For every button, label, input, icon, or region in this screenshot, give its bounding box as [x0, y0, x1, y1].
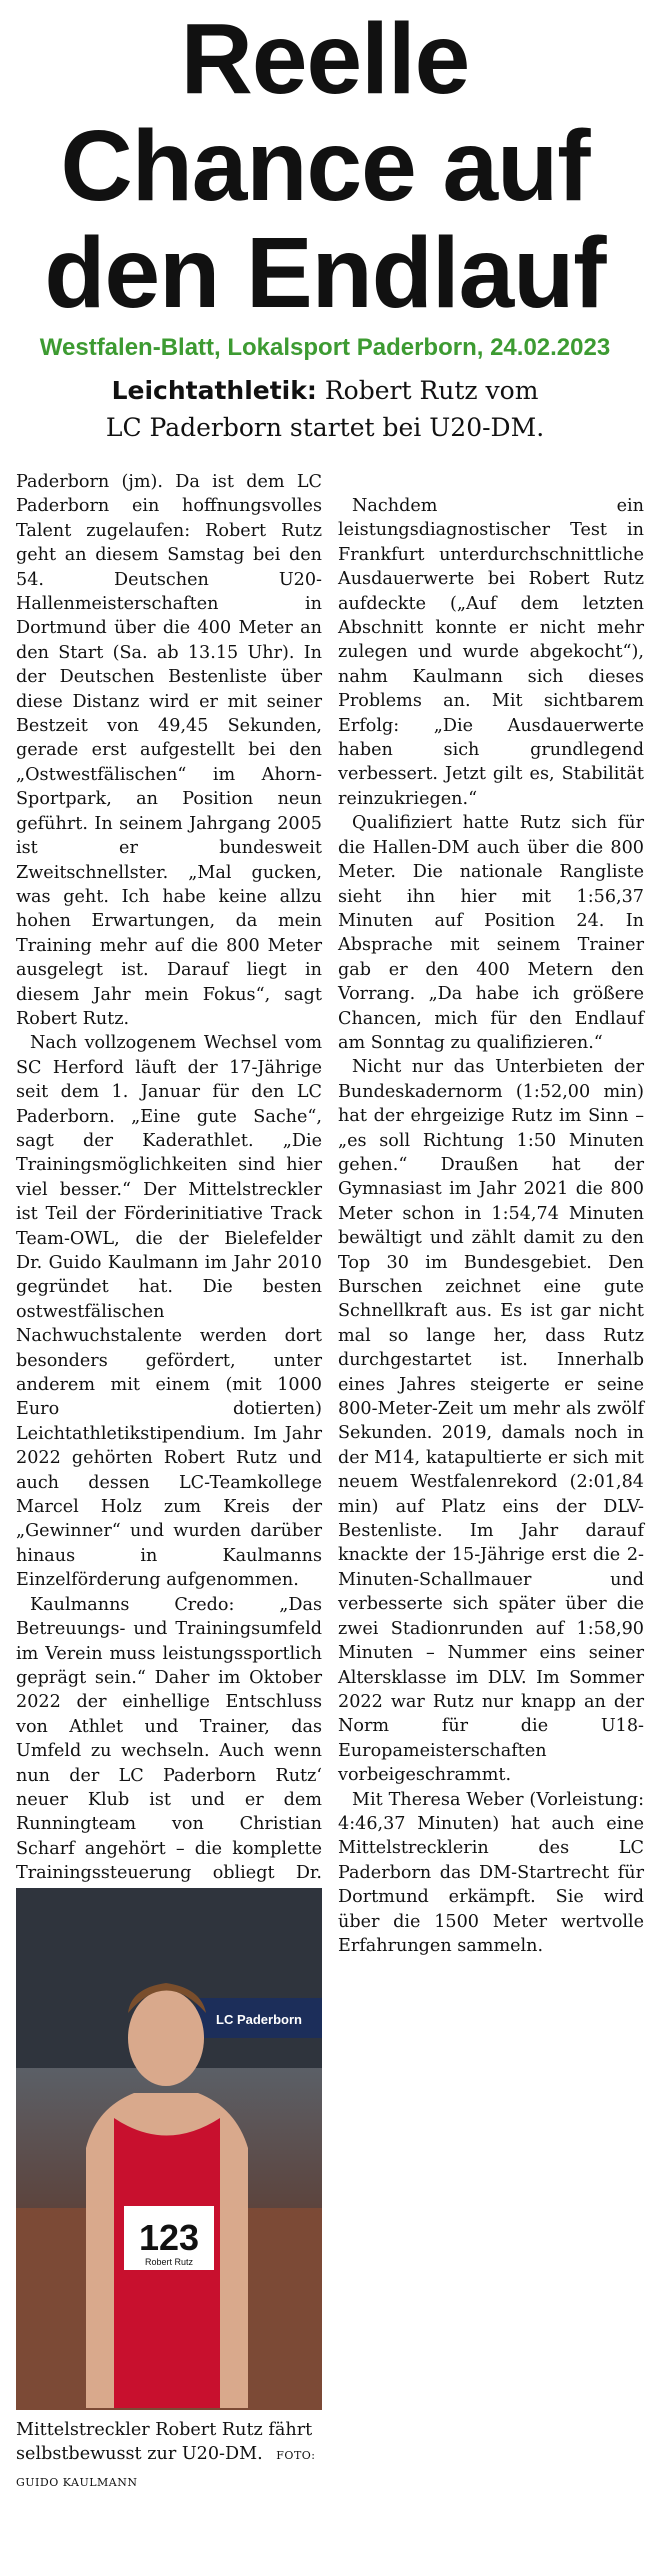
- article-paragraph: Kaulmanns Credo: „Das Betreuungs- und Trainingsumfeld im Verein muss leistungssportlich geprägt sein.“ Daher im Oktober 2022 der einhellige Entschluss von Athlet und Trainer, das Umfeld zu wechseln. Auch wenn nun der LC Paderborn Rutz‘ neuer Klub ist und er dem Runningteam von Christian Scharf angehört – die komplette Trainingssteuerung obliegt Dr.: [16, 1594, 322, 1884]
- athlete-photo-illustration: [16, 1888, 322, 2410]
- article-paragraph: Nachdem ein leistungsdiagnostischer Test in Frankfurt unterdurchschnittliche Ausdauerwerte bei Robert Rutz aufdeckte („Auf dem letzten Abschnitt konnte er nicht mehr zulegen und wurde abgekocht“), nahm Kaulmann sich dieses Problems an. Mit sichtbarem Erfolg: „Die Ausdauerwerte haben sich grundlegend verbessert. Jetzt gilt es, Stabilität reinzukriegen.“: [338, 496, 644, 809]
- caption-text: Mittelstreckler Robert Rutz fährt selbstbewusst zur U20-DM.: [16, 2420, 313, 2465]
- article-paragraph: Mit Theresa Weber (Vorleistung: 4:46,37 Minuten) hat auch eine Mittelstrecklerin des LC Paderborn das DM-Startrecht für Dortmund erkämpft. Sie wird über die 1500 Meter wertvolle Erfahrungen sammeln.: [338, 1789, 644, 1956]
- athlete-photo: [16, 1888, 322, 2410]
- article-paragraph: Nach vollzogenem Wechsel vom SC Herford läuft der 17-Jährige seit dem 1. Januar für den LC Paderborn. „Eine gute Sache“, sagt der Kaderathlet. „Die Trainingsmöglichkeiten sind hier viel besser.“ Der Mittelstreckler ist Teil der Förderinitiative Track Team-OWL, die der Bielefelder Dr. Guido Kaulmann im Jahr 2010 gegründet hat. Die besten ostwestfälischen Nachwuchstalente werden dort besonders gefördert, unter anderem mit einem (mit 1000 Euro dotierten) Leichtathletikstipendium. Im Jahr 2022 gehörten Robert Rutz und auch dessen LC-Teamkollege Marcel Holz zum Kreis der „Gewinner“ und wurden darüber hinaus in Kaulmanns Einzelförderung aufgenommen.: [16, 1033, 322, 1591]
- photo-credit: FOTO: GUIDO KAULMANN: [16, 2449, 316, 2489]
- subhead-label: Leichtathletik:: [111, 376, 317, 405]
- bib-number: 123: [138, 2217, 200, 2258]
- article-paragraph: Paderborn (jm). Da ist dem LC Paderborn ein hoffnungsvolles Talent zugelaufen: Robert Rutz geht an diesem Samstag bei den 54. Deutschen U20-Hallenmeisterschaften in Dortmund über die 400 Meter an den Start (Sa. ab 13.15 Uhr). In der Deutschen Bestenliste über diese Distanz wird er mit seiner Bestzeit von 49,45 Sekunden, gerade erst aufgestellt bei den „Ostwestfälischen“ im Ahorn-Sportpark, an Position neun geführt. In seinem Jahrgang 2005 ist er bundesweit Zweitschnellster. „Mal gucken, was geht. Ich habe keine allzu hohen Erwartungen, da mein Training mehr auf die 800 Meter ausgelegt ist. Darauf liegt in diesem Jahr mein Fokus“, sagt Robert Rutz.: [16, 472, 322, 1029]
- headline-line: den Endlauf: [44, 217, 606, 329]
- photo-caption: [16, 2418, 322, 2495]
- article-paragraph: Qualifiziert hatte Rutz sich für die Hallen-DM auch über die 800 Meter. Die nationale Rangliste sieht ihn hier mit 1:56,37 Minuten auf Position 24. In Absprache mit seinem Trainer gab er den 400 Metern den Vorrang. „Da habe ich größere Chancen, mich für den Endlauf am Sonntag zu qualifizieren.“: [338, 813, 644, 1053]
- subhead: [0, 372, 650, 446]
- subhead-text: Robert Rutz vom: [324, 376, 539, 405]
- headline: [0, 3, 650, 329]
- banner-text: LC Paderborn: [216, 2012, 302, 2027]
- bib-name: Robert Rutz: [144, 2257, 194, 2267]
- subhead-text: LC Paderborn startet bei U20-DM.: [105, 413, 545, 442]
- article-paragraph: Nicht nur das Unterbieten der Bundeskadernorm (1:52,00 min) hat der ehrgeizige Rutz im Sinn – „es soll Richtung 1:50 Minuten gehen.“ Draußen hat der Gymnasiast im Jahr 2021 die 800 Meter schon in 1:54,74 Minuten bewältigt und zählt damit zu den Top 30 im Bundesgebiet. Den Burschen zeichnet eine gute Schnellkraft aus. Es ist gar nicht mal so lange her, dass Rutz durchgestartet ist. Innerhalb eines Jahres steigerte er seine 800-Meter-Zeit um mehr als zwölf Sekunden. 2019, damals noch in der M14, katapultierte er sich mit neuem Westfalenrekord (2:01,84 min) auf Platz eins der DLV-Bestenliste. Im Jahr darauf knackte der 15-Jährige erst die 2-Minuten-Schallmauer und verbesserte sich später über die zwei Stadionrunden auf 1:58,90 Minuten – Nummer eins seiner Altersklasse im DLV. Im Sommer 2022 war Rutz nur knapp an der Norm für die U18-Europameisterschaften vorbeigeschrammt.: [338, 1057, 644, 1786]
- headline-line: Reelle: [180, 3, 470, 115]
- article-column-right: [338, 494, 644, 2532]
- article-column-left: [16, 470, 322, 1882]
- headline-line: Chance auf: [60, 110, 590, 222]
- source-line: Westfalen-Blatt, Lokalsport Paderborn, 24.02.2023: [39, 334, 611, 361]
